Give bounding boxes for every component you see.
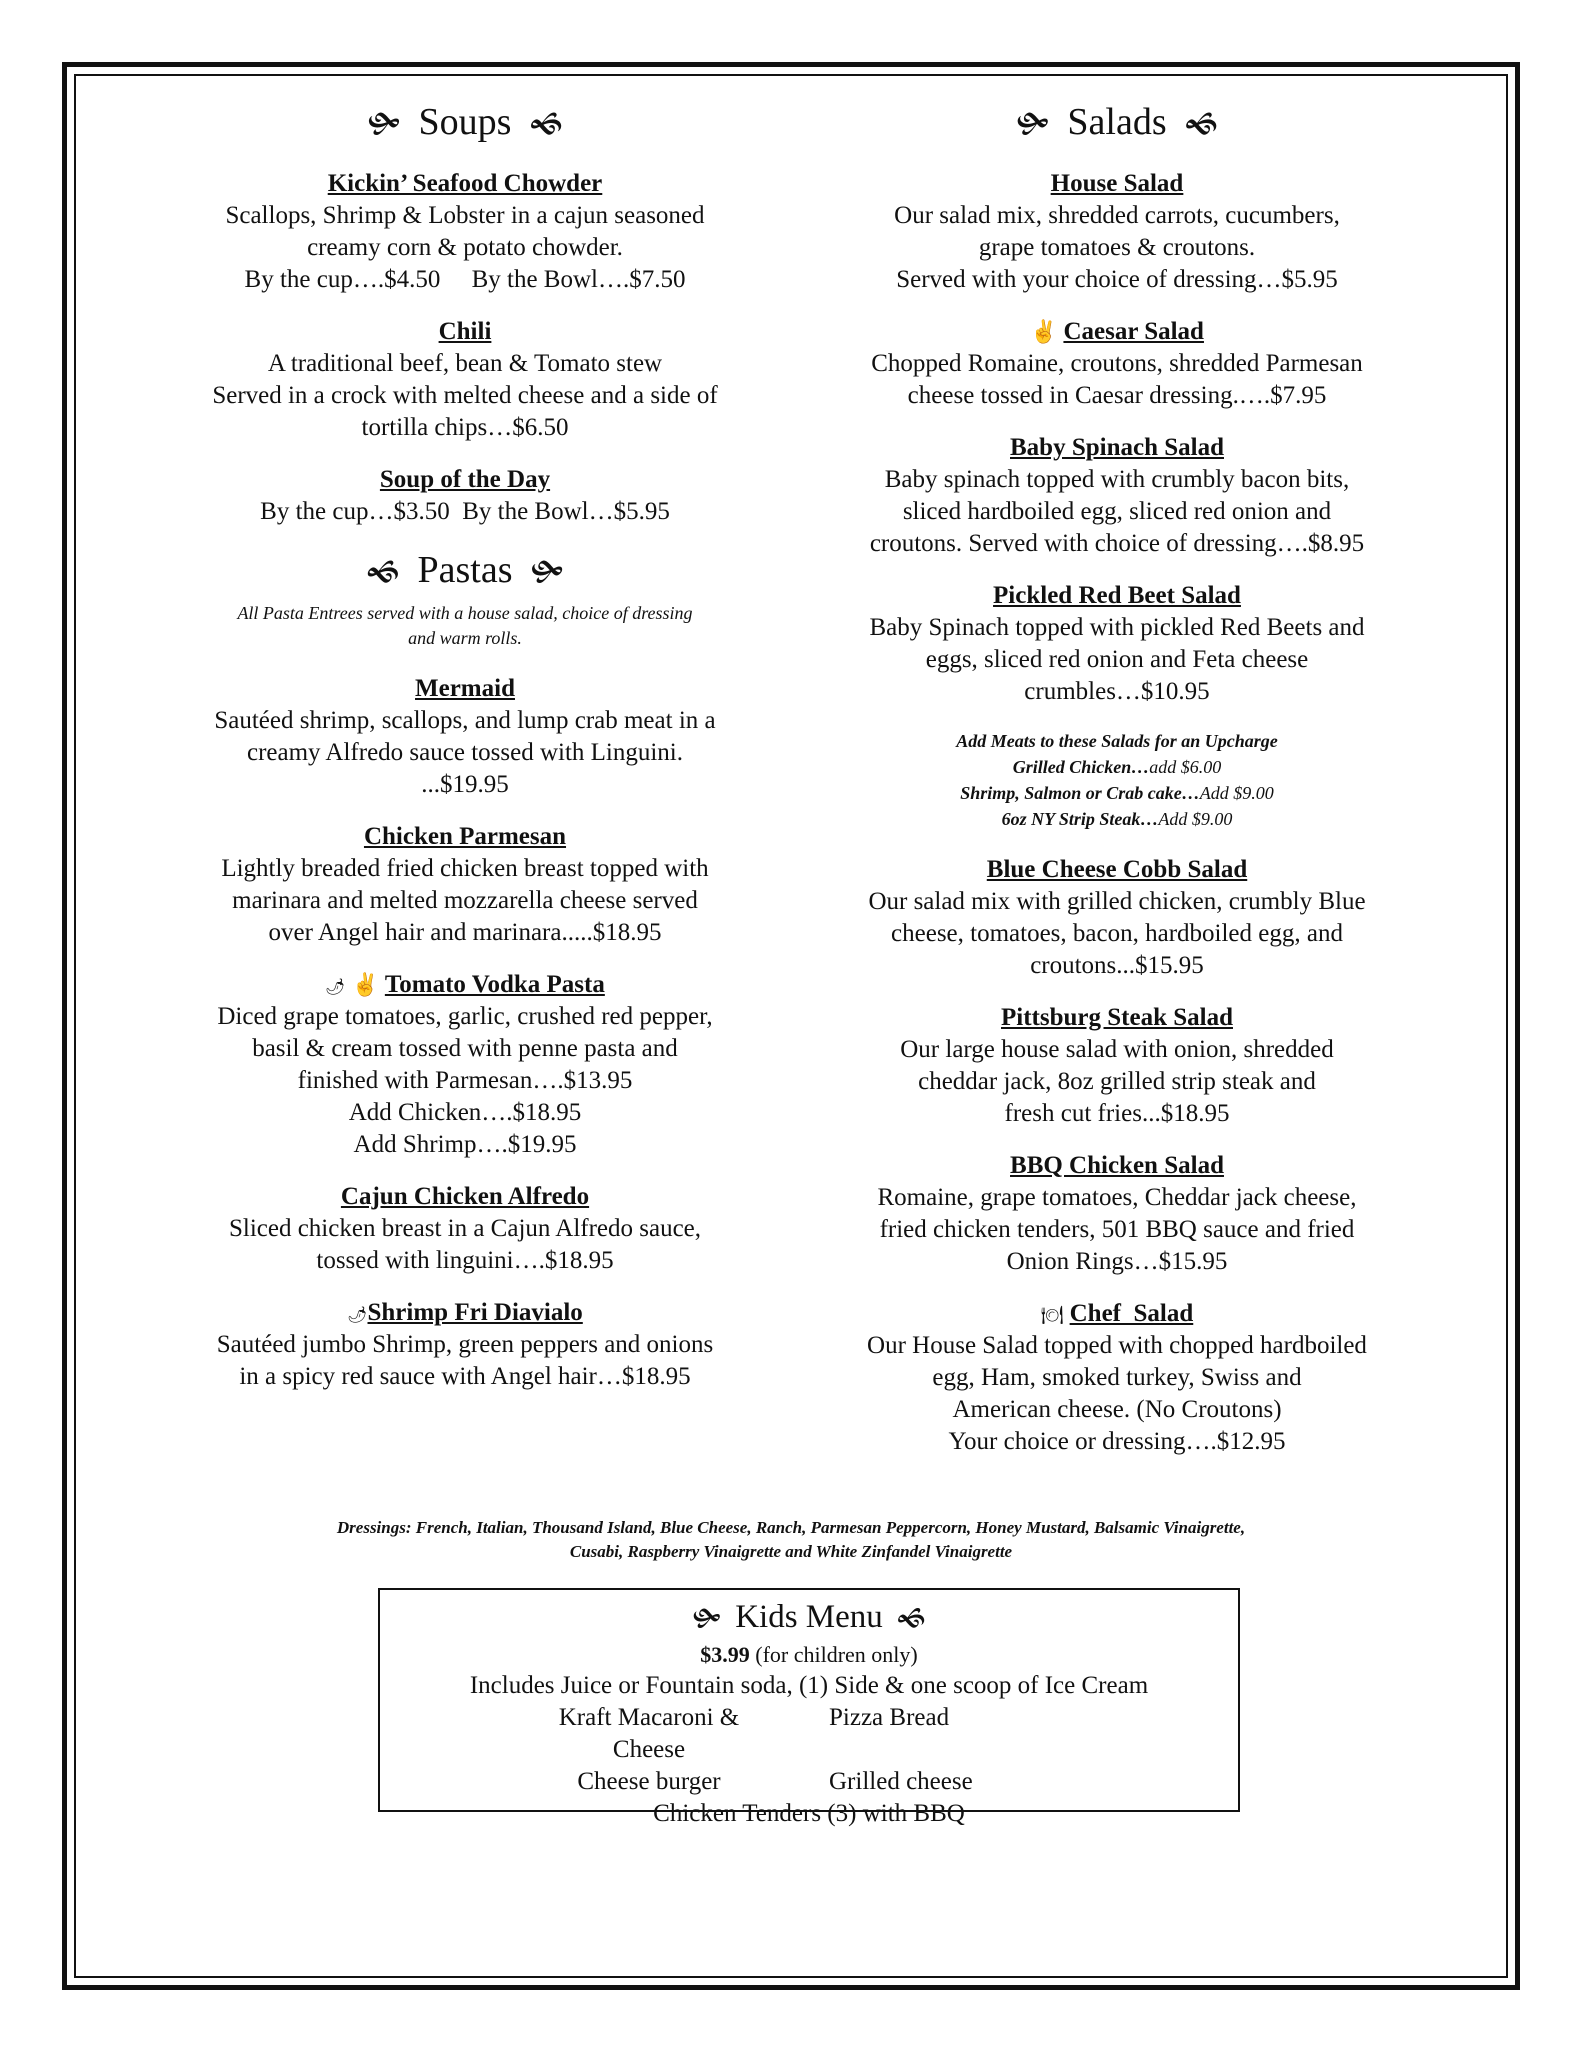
ornament-left-icon: 🙟 (1016, 108, 1050, 141)
item-price: crumbles…$10.95 (1024, 677, 1210, 705)
item-desc: marinara and melted mozzarella cheese served (232, 887, 698, 915)
item-price: croutons...$15.95 (1030, 951, 1204, 979)
menu-item (797, 432, 1437, 560)
upcharge-price: add $6.00 (1149, 756, 1222, 777)
menu-item (145, 464, 785, 528)
item-price: cheese tossed in Caesar dressing.….$7.95 (907, 381, 1327, 409)
item-price: By the cup…$3.50 By the Bowl…$5.95 (260, 497, 670, 525)
ornament-right-icon: 🙜 (896, 1604, 926, 1633)
item-desc: Our salad mix with grilled chicken, crumbly Blue (868, 887, 1366, 915)
chef-recommended-icon: 🍽 (1040, 1304, 1064, 1325)
item-desc: sliced hardboiled egg, sliced red onion and (902, 497, 1332, 525)
item-name-row (797, 1298, 1437, 1330)
menu-item (145, 316, 785, 444)
item-desc: Lightly breaded fried chicken breast topped with (221, 855, 709, 883)
kids-includes: Includes Juice or Fountain soda, (1) Side & one scoop of Ice Cream (469, 1672, 1149, 1699)
menu-item (797, 580, 1437, 708)
item-name: Caesar Salad (1063, 317, 1204, 345)
menu-item (797, 1150, 1437, 1278)
ornament-left-icon: 🙟 (530, 555, 564, 589)
item-desc: Sautéed jumbo Shrimp, green peppers and onions (216, 1331, 714, 1359)
upcharge-label: Grilled Chicken… (1012, 756, 1150, 777)
kids-price-line (380, 1640, 1238, 1670)
dressings-list (200, 1516, 1382, 1564)
item-desc: Scallops, Shrimp & Lobster in a cajun seasoned (225, 201, 705, 229)
right-column (797, 100, 1437, 1478)
item-name-row (145, 1297, 785, 1329)
item-price: Served with your choice of dressing…$5.95 (896, 265, 1338, 293)
item-name-row (797, 316, 1437, 348)
hot-pepper-icon: 🌶 (325, 979, 346, 997)
item-price: tortilla chips…$6.50 (361, 413, 569, 441)
kids-menu-box (378, 1588, 1240, 1827)
item-name: Baby Spinach Salad (1010, 433, 1224, 461)
vegetarian-icon: ✌ (351, 972, 379, 998)
kids-item: Chicken Tenders (3) with BBQ (653, 1800, 965, 1827)
item-desc: cheddar jack, 8oz grilled strip steak and (918, 1067, 1316, 1095)
kids-price: $3.99 (700, 1642, 750, 1667)
item-price: Your choice or dressing….$12.95 (948, 1427, 1286, 1455)
pastas-heading (145, 548, 785, 594)
item-desc: grape tomatoes & croutons. (978, 233, 1256, 261)
item-name: Cajun Chicken Alfredo (340, 1183, 590, 1211)
item-price: ...$19.95 (421, 771, 509, 799)
pasta-note-line: All Pasta Entrees served with a house salad, choice of dressing (237, 603, 693, 624)
kids-items (529, 1702, 1089, 1798)
menu-item (797, 854, 1437, 982)
item-price: Add Shrimp….$19.95 (353, 1131, 577, 1159)
kids-item: Pizza Bread (829, 1704, 950, 1731)
item-name: Pickled Red Beet Salad (993, 581, 1241, 609)
item-name: Soup of the Day (379, 465, 551, 493)
item-name: Shrimp Fri Diavialo (367, 1299, 583, 1327)
item-desc: basil & cream tossed with penne pasta and (252, 1035, 678, 1063)
item-desc: Baby Spinach topped with pickled Red Beets and (869, 613, 1365, 641)
item-desc: Baby spinach topped with crumbly bacon bits, (884, 465, 1350, 493)
menu-item (145, 168, 785, 296)
item-desc: Our large house salad with onion, shredded (900, 1035, 1334, 1063)
item-price: in a spicy red sauce with Angel hair…$18.95 (239, 1363, 691, 1391)
item-desc: creamy Alfredo sauce tossed with Linguini. (247, 739, 683, 767)
kids-item: Kraft Macaroni & Cheese (558, 1704, 740, 1763)
meat-upcharge (797, 728, 1437, 832)
menu-item (797, 1298, 1437, 1458)
upcharge-row (797, 806, 1437, 832)
ornament-right-icon: 🙜 (1184, 108, 1218, 141)
upcharge-price: Add $9.00 (1199, 782, 1274, 803)
item-price: over Angel hair and marinara.....$18.95 (268, 919, 662, 947)
item-desc: American cheese. (No Croutons) (952, 1395, 1282, 1423)
item-price: fresh cut fries...$18.95 (1004, 1099, 1230, 1127)
menu-item (797, 316, 1437, 412)
kids-item: Cheese burger (577, 1768, 721, 1795)
upcharge-label: 6oz NY Strip Steak… (1001, 808, 1159, 829)
ornament-right-icon: 🙜 (529, 108, 563, 141)
soups-heading (145, 100, 785, 146)
dressings-line: Cusabi, Raspberry Vinaigrette and White Zinfandel Vinaigrette (569, 1542, 1013, 1561)
ornament-right-icon: 🙜 (366, 555, 400, 589)
kids-menu-title: Kids Menu (735, 1599, 883, 1635)
item-price: tossed with linguini….$18.95 (316, 1247, 614, 1275)
pasta-note-line: and warm rolls. (408, 628, 522, 649)
item-name: Kickin’ Seafood Chowder (327, 169, 603, 197)
item-desc: cheese, tomatoes, bacon, hardboiled egg, and (891, 919, 1343, 947)
item-desc: Sautéed shrimp, scallops, and lump crab meat in a (214, 707, 716, 735)
upcharge-row (797, 780, 1437, 806)
item-price: croutons. Served with choice of dressing….$8.95 (869, 529, 1365, 557)
ornament-left-icon: 🙟 (367, 108, 401, 141)
item-name-row (145, 969, 785, 1001)
dressings-line: Dressings: French, Italian, Thousand Island, Blue Cheese, Ranch, Parmesan Peppercorn, Honey Mustard, Balsamic Vinaigrette, (336, 1518, 1246, 1537)
ornament-left-icon: 🙟 (692, 1604, 722, 1633)
menu-item (797, 168, 1437, 296)
item-desc: Our salad mix, shredded carrots, cucumbers, (894, 201, 1340, 229)
item-desc: fried chicken tenders, 501 BBQ sauce and fried (879, 1215, 1355, 1243)
menu-item (145, 673, 785, 801)
item-desc: Served in a crock with melted cheese and a side of (212, 381, 718, 409)
item-name: Chef Salad (1069, 1299, 1194, 1327)
item-name: Pittsburg Steak Salad (1001, 1003, 1233, 1031)
item-desc: Romaine, grape tomatoes, Cheddar jack cheese, (877, 1183, 1357, 1211)
item-price: Onion Rings…$15.95 (1006, 1247, 1228, 1275)
left-column (145, 100, 785, 1413)
kids-item: Grilled cheese (829, 1768, 973, 1795)
item-name: Chicken Parmesan (363, 823, 567, 851)
pasta-note (145, 601, 785, 651)
upcharge-heading: Add Meats to these Salads for an Upcharge (956, 730, 1278, 751)
upcharge-row (797, 754, 1437, 780)
salads-title: Salads (1067, 101, 1167, 143)
item-desc: egg, Ham, smoked turkey, Swiss and (932, 1363, 1302, 1391)
upcharge-label: Shrimp, Salmon or Crab cake… (960, 782, 1200, 803)
kids-price-note: (for children only) (749, 1642, 918, 1667)
item-desc: Our House Salad topped with chopped hardboiled (867, 1331, 1367, 1359)
item-price: finished with Parmesan….$13.95 (297, 1067, 633, 1095)
item-name: Mermaid (415, 675, 515, 703)
item-desc: eggs, sliced red onion and Feta cheese (925, 645, 1309, 673)
item-name: Tomato Vodka Pasta (384, 971, 605, 999)
item-desc: Chopped Romaine, croutons, shredded Parmesan (871, 349, 1363, 377)
item-desc: Diced grape tomatoes, garlic, crushed red pepper, (217, 1003, 713, 1031)
menu-item (145, 1181, 785, 1277)
menu-item (797, 1002, 1437, 1130)
menu-item (145, 821, 785, 949)
item-price: Add Chicken….$18.95 (348, 1099, 582, 1127)
pastas-title: Pastas (417, 548, 513, 591)
item-desc: creamy corn & potato chowder. (307, 233, 623, 261)
menu-item (145, 1297, 785, 1393)
vegetarian-icon: ✌ (1030, 318, 1058, 344)
item-price: By the cup….$4.50 By the Bowl….$7.50 (244, 265, 686, 293)
item-desc: A traditional beef, bean & Tomato stew (267, 349, 663, 377)
item-name: BBQ Chicken Salad (1010, 1151, 1224, 1179)
item-name: Chili (438, 317, 492, 345)
soups-title: Soups (418, 101, 512, 143)
item-name: House Salad (1050, 169, 1184, 197)
item-name: Blue Cheese Cobb Salad (986, 855, 1248, 883)
kids-menu-heading (380, 1596, 1238, 1640)
menu-item (145, 969, 785, 1161)
salads-heading (797, 100, 1437, 146)
upcharge-price: Add $9.00 (1158, 808, 1233, 829)
hot-pepper-icon: 🌶 (347, 1307, 368, 1325)
item-desc: Sliced chicken breast in a Cajun Alfredo sauce, (228, 1215, 702, 1243)
